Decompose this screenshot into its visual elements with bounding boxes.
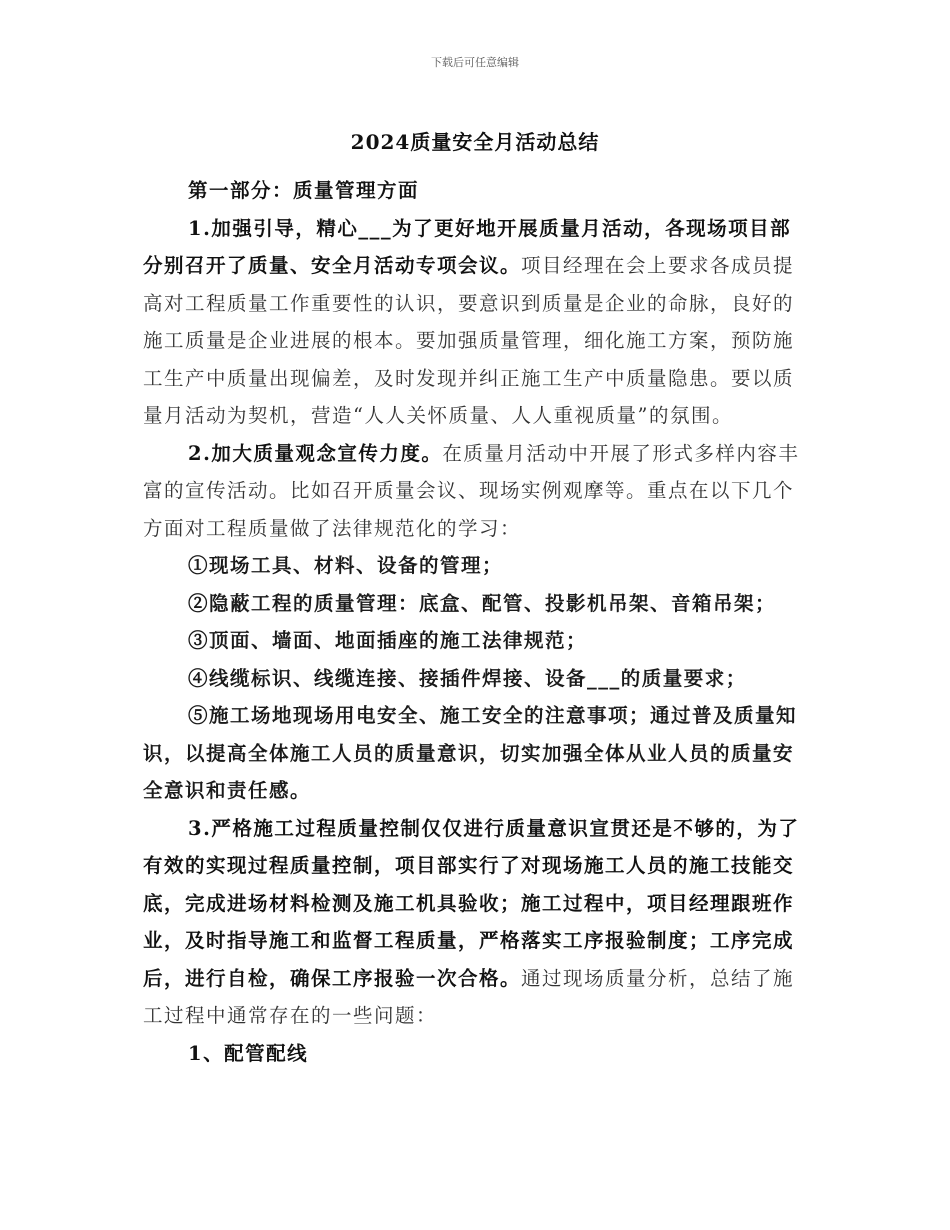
paragraph-1-text: 项目经理在会上要求各成员提高对工程质量工作重要性的认识，要意识到质量是企业的命脉，良好的施工质量是企业进展的根本。要加强质量管理，细化施工方案，预防施工生产中质量出现偏差，及时发现并纠正施工生产中质量隐患。要以质量月活动为契机，营造“人人关怀质量、人人重视质量”的氛围。 [143,254,795,427]
paragraph-2 [143,435,811,548]
document-title: 2024质量安全月活动总结 [350,130,600,154]
paragraph-1-bold: 1.加强引导，精心___为了更好地开展质量月活动，各现场项目部分别召开了质量、安全月活动专项会议。 [143,216,792,277]
list-item-2: ②隐蔽工程的质量管理：底盒、配管、投影机吊架、音箱吊架； [188,591,777,615]
list-item-3: ③顶面、墙面、地面插座的施工法律规范； [188,629,588,652]
paragraph-3 [143,810,811,1035]
section-heading: 第一部分：质量管理方面 [188,179,420,202]
list-item-1: ①现场工具、材料、设备的管理； [188,554,504,577]
page-header-note: 下载后可任意编辑 [431,56,519,69]
paragraph-3-text: 通过现场质量分析，总结了施工过程中通常存在的一些问题： [143,966,795,1027]
document-body [143,172,811,1072]
paragraph-3-bold: 3.严格施工过程质量控制仅仅进行质量意识宣贯还是不够的，为了有效的实现过程质量控制，项目部实行了对现场施工人员的施工技能交底，完成进场材料检测及施工机具验收；施工过程中，项目经理跟班作业，及时指导施工和监督工程质量，严格落实工序报验制度；工序完成后，进行自检，确保工序报验一次合格。 [143,816,800,990]
paragraph-2-text: 在质量月活动中开展了形式多样内容丰富的宣传活动。比如召开质量会议、现场实例观摩等。重点在以下几个方面对工程质量做了法律规范化的学习： [143,441,800,540]
list-item-4: ④线缆标识、线缆连接、接插件焊接、设备___的质量要求； [188,666,747,690]
paragraph-1 [143,210,811,435]
subsection-heading: 1、配管配线 [188,1041,309,1065]
paragraph-2-bold: 2.加大质量观念宣传力度。 [188,441,443,465]
list-item-5: ⑤施工场地现场用电安全、施工安全的注意事项；通过普及质量知识，以提高全体施工人员的质量意识，切实加强全体从业人员的质量安全意识和责任感。 [143,704,798,802]
